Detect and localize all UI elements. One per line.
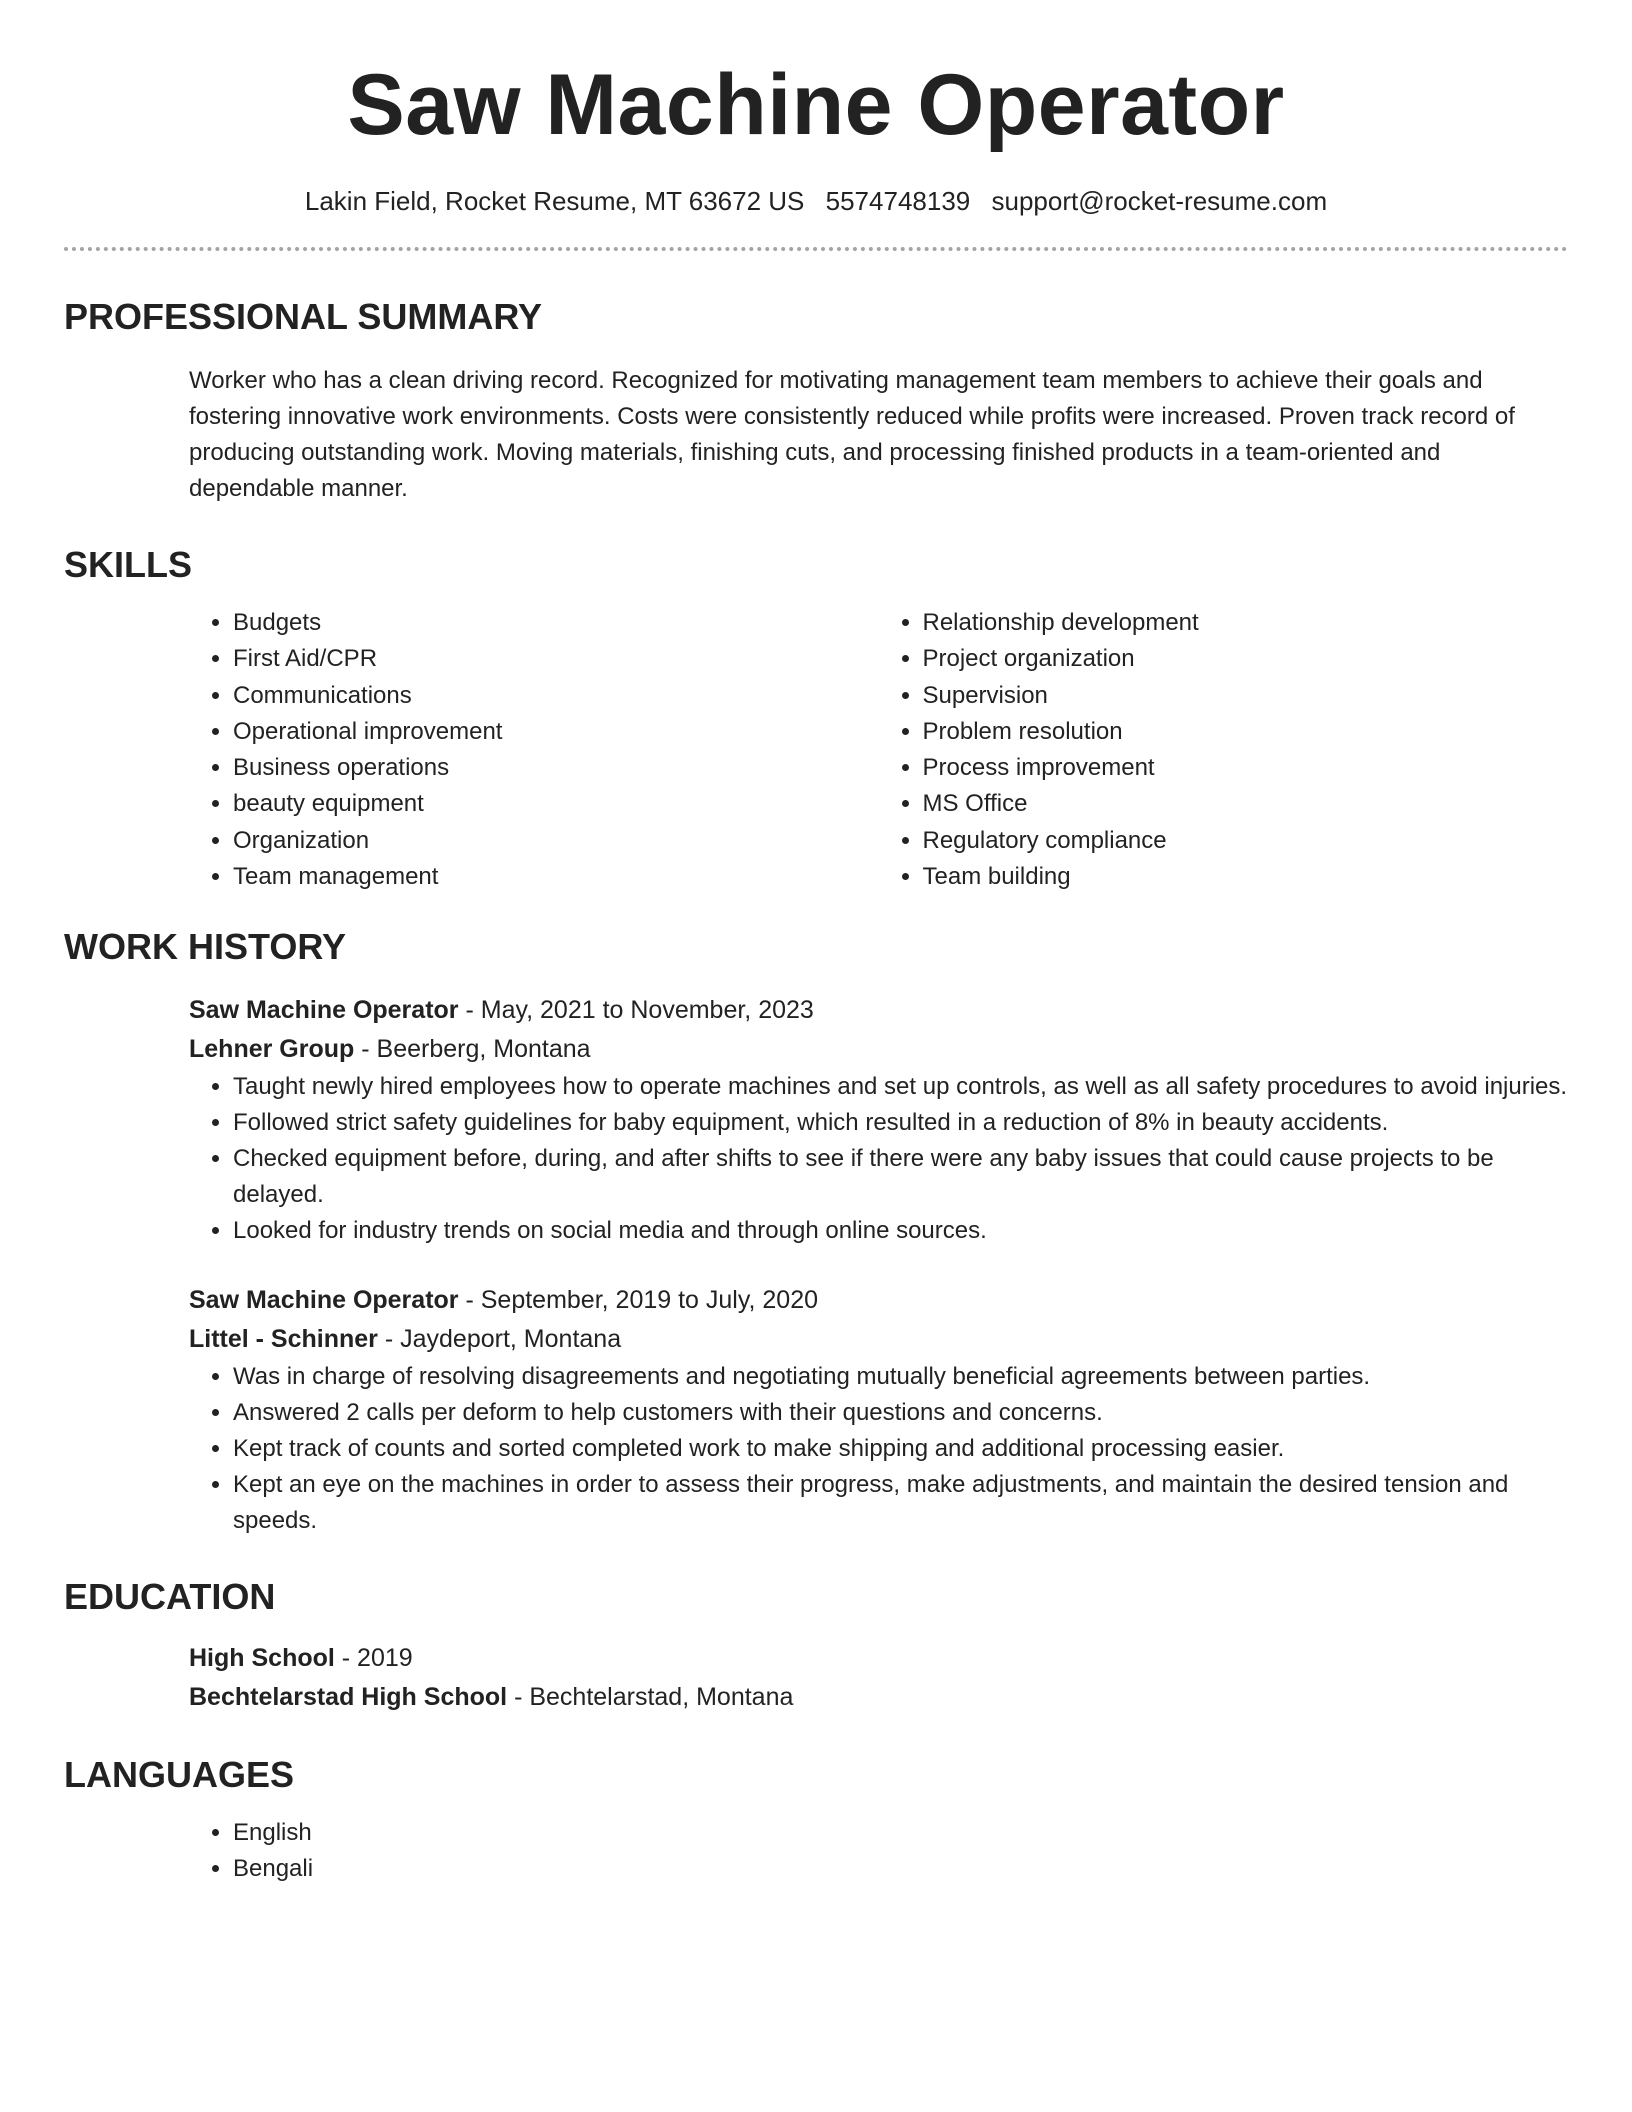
- section-title-languages: LANGUAGES: [64, 1754, 295, 1796]
- job-company: Lehner Group: [189, 1035, 355, 1064]
- skill-item: • Team building: [923, 859, 1569, 895]
- job-entry: [189, 1281, 1568, 1539]
- job-bullet: • Taught newly hired employees how to operate machines and set up controls, as well as all safety procedures to avoid injuries.: [233, 1069, 1568, 1105]
- job-bullets: [189, 1359, 1568, 1539]
- job-company: Littel - Schinner: [189, 1325, 378, 1354]
- contact-email: support@rocket-resume.com: [991, 186, 1328, 216]
- job-role: Saw Machine Operator: [189, 1286, 459, 1315]
- education-school: Bechtelarstad High School: [189, 1683, 508, 1712]
- job-bullets: [189, 1069, 1568, 1249]
- languages-list: [189, 1815, 1568, 1887]
- education-degree: High School: [189, 1644, 335, 1673]
- job-company-line: [189, 1320, 1568, 1359]
- section-title-skills: SKILLS: [64, 544, 193, 585]
- job-location: - Jaydeport, Montana: [377, 1325, 622, 1354]
- job-dates: - September, 2019 to July, 2020: [458, 1286, 819, 1315]
- skill-item: • Problem resolution: [923, 714, 1569, 750]
- education-location: - Bechtelarstad, Montana: [507, 1683, 794, 1712]
- section-title-summary: PROFESSIONAL SUMMARY: [64, 296, 543, 337]
- section-title-education: EDUCATION: [64, 1576, 276, 1618]
- skill-item: • Regulatory compliance: [923, 823, 1569, 859]
- header-divider: [64, 247, 1568, 251]
- job-bullet: • Was in charge of resolving disagreements and negotiating mutually beneficial agreements between parties.: [233, 1359, 1568, 1395]
- job-role: Saw Machine Operator: [189, 996, 459, 1025]
- job-bullet: • Kept an eye on the machines in order to assess their progress, make adjustments, and maintain the desired tension and speeds.: [233, 1467, 1568, 1539]
- skill-item: • First Aid/CPR: [233, 641, 879, 677]
- contact-line: [64, 186, 1568, 217]
- education-year: - 2019: [334, 1644, 413, 1673]
- education-entry: [189, 1639, 1568, 1717]
- job-bullet: • Kept track of counts and sorted completed work to make shipping and additional processing easier.: [233, 1431, 1568, 1467]
- language-item: • Bengali: [233, 1851, 1568, 1887]
- skill-item: • beauty equipment: [233, 786, 879, 822]
- skill-item: • Team management: [233, 859, 879, 895]
- contact-phone: 5574748139: [825, 186, 971, 216]
- job-company-line: [189, 1030, 1568, 1069]
- job-bullet: • Followed strict safety guidelines for baby equipment, which resulted in a reduction of 8% in beauty accidents.: [233, 1105, 1568, 1141]
- skills-grid: [189, 605, 1568, 895]
- languages-block: [189, 1815, 1568, 1887]
- skill-item: • Budgets: [233, 605, 879, 641]
- job-title-line: [189, 1281, 1568, 1320]
- skill-item: • Communications: [233, 678, 879, 714]
- education-school-line: [189, 1678, 1568, 1717]
- job-bullet: • Answered 2 calls per deform to help customers with their questions and concerns.: [233, 1395, 1568, 1431]
- education-degree-line: [189, 1639, 1568, 1678]
- skill-item: • Operational improvement: [233, 714, 879, 750]
- skill-item: • Relationship development: [923, 605, 1569, 641]
- skill-item: • Business operations: [233, 750, 879, 786]
- summary-text: Worker who has a clean driving record. Recognized for motivating management team members to achieve their goals and fostering innovative work environments. Costs were consistently reduced while profits were increased. Proven track record of producing outstanding work. Moving materials, finishing cuts, and processing finished products in a team-oriented and dependable manner.: [189, 367, 1515, 502]
- job-entry: [189, 991, 1568, 1249]
- contact-address: Lakin Field, Rocket Resume, MT 63672 US: [304, 186, 805, 216]
- skills-list-left: [189, 605, 879, 895]
- skill-item: • Process improvement: [923, 750, 1569, 786]
- skill-item: • MS Office: [923, 786, 1569, 822]
- candidate-name: Saw Machine Operator: [347, 57, 1285, 153]
- skill-item: • Organization: [233, 823, 879, 859]
- language-item: • English: [233, 1815, 1568, 1851]
- job-bullet: • Looked for industry trends on social media and through online sources.: [233, 1213, 1568, 1249]
- job-bullet: • Checked equipment before, during, and after shifts to see if there were any baby issues that could cause projects to be delayed.: [233, 1141, 1568, 1213]
- section-title-work: WORK HISTORY: [64, 926, 347, 968]
- skill-item: • Project organization: [923, 641, 1569, 677]
- job-location: - Beerberg, Montana: [354, 1035, 591, 1064]
- job-title-line: [189, 991, 1568, 1030]
- skill-item: • Supervision: [923, 678, 1569, 714]
- skills-list-right: [879, 605, 1569, 895]
- job-dates: - May, 2021 to November, 2023: [458, 996, 814, 1025]
